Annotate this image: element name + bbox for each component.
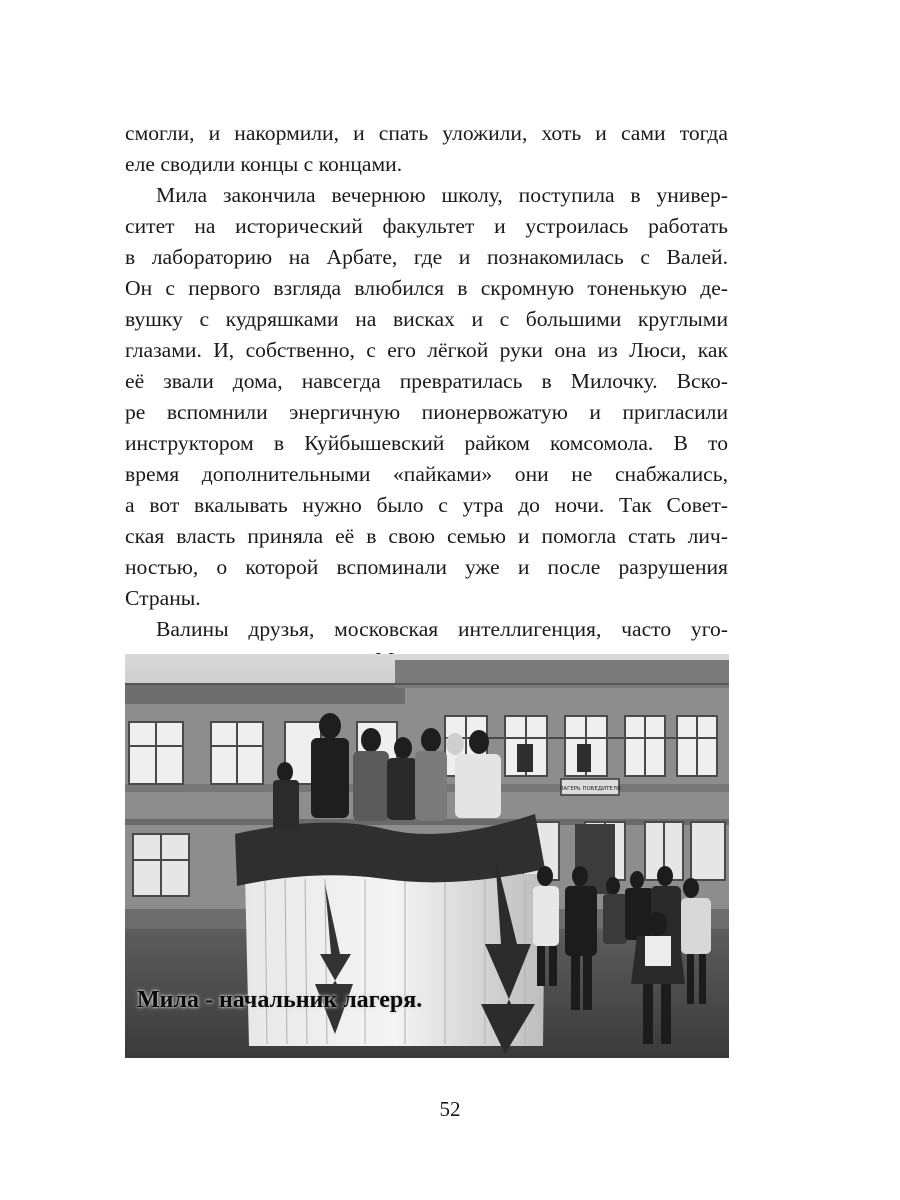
page-number: 52: [439, 1097, 461, 1121]
text-line: еле сводили концы с концами.: [125, 152, 403, 176]
text-line: её звали дома, навсегда превратилась в Милочку. Вско-: [125, 369, 728, 393]
text-line: в лабораторию на Арбате, где и познакомилась с Валей.: [125, 245, 728, 269]
text-line: вушку с кудряшками на висках и с большими круглыми: [125, 307, 728, 331]
text-line: ностью, о которой вспоминали уже и после разрушения: [125, 555, 728, 579]
building-sign: ЛАГЕРЬ ПОБЕДИТЕЛЯ: [559, 786, 621, 792]
text-line: ская власть приняла её в свою семью и помогла стать лич-: [125, 524, 728, 548]
text-line: Валины друзья, московская интеллигенция, часто уго-: [156, 617, 728, 641]
paragraph-2: [125, 180, 728, 614]
text-line: глазами. И, собственно, с его лёгкой руки она из Люси, как: [125, 338, 728, 362]
text-line: ситет на исторический факультет и устроилась работать: [125, 214, 728, 238]
text-line: Страны.: [125, 586, 201, 610]
text-line: Мила закончила вечернюю школу, поступила в универ-: [156, 183, 728, 207]
text-line: смогли, и накормили, и спать уложили, хоть и сами тогда: [125, 121, 728, 145]
text-line: инструктором в Куйбышевский райком комсомола. В то: [125, 431, 728, 455]
text-line: Он с первого взгляда влюбился в скромную тоненькую де-: [125, 276, 728, 300]
photograph: [125, 654, 729, 1058]
text-line: время дополнительными «пайками» они не снабжались,: [125, 462, 728, 486]
photo-caption: Мила - начальник лагеря.: [137, 987, 423, 1013]
text-line: ре вспомнили энергичную пионервожатую и пригласили: [125, 400, 728, 424]
text-line: а вот вкалывать нужно было с утра до ночи. Так Совет-: [125, 493, 728, 517]
body-text: [125, 118, 728, 676]
paragraph-1: [125, 118, 728, 180]
